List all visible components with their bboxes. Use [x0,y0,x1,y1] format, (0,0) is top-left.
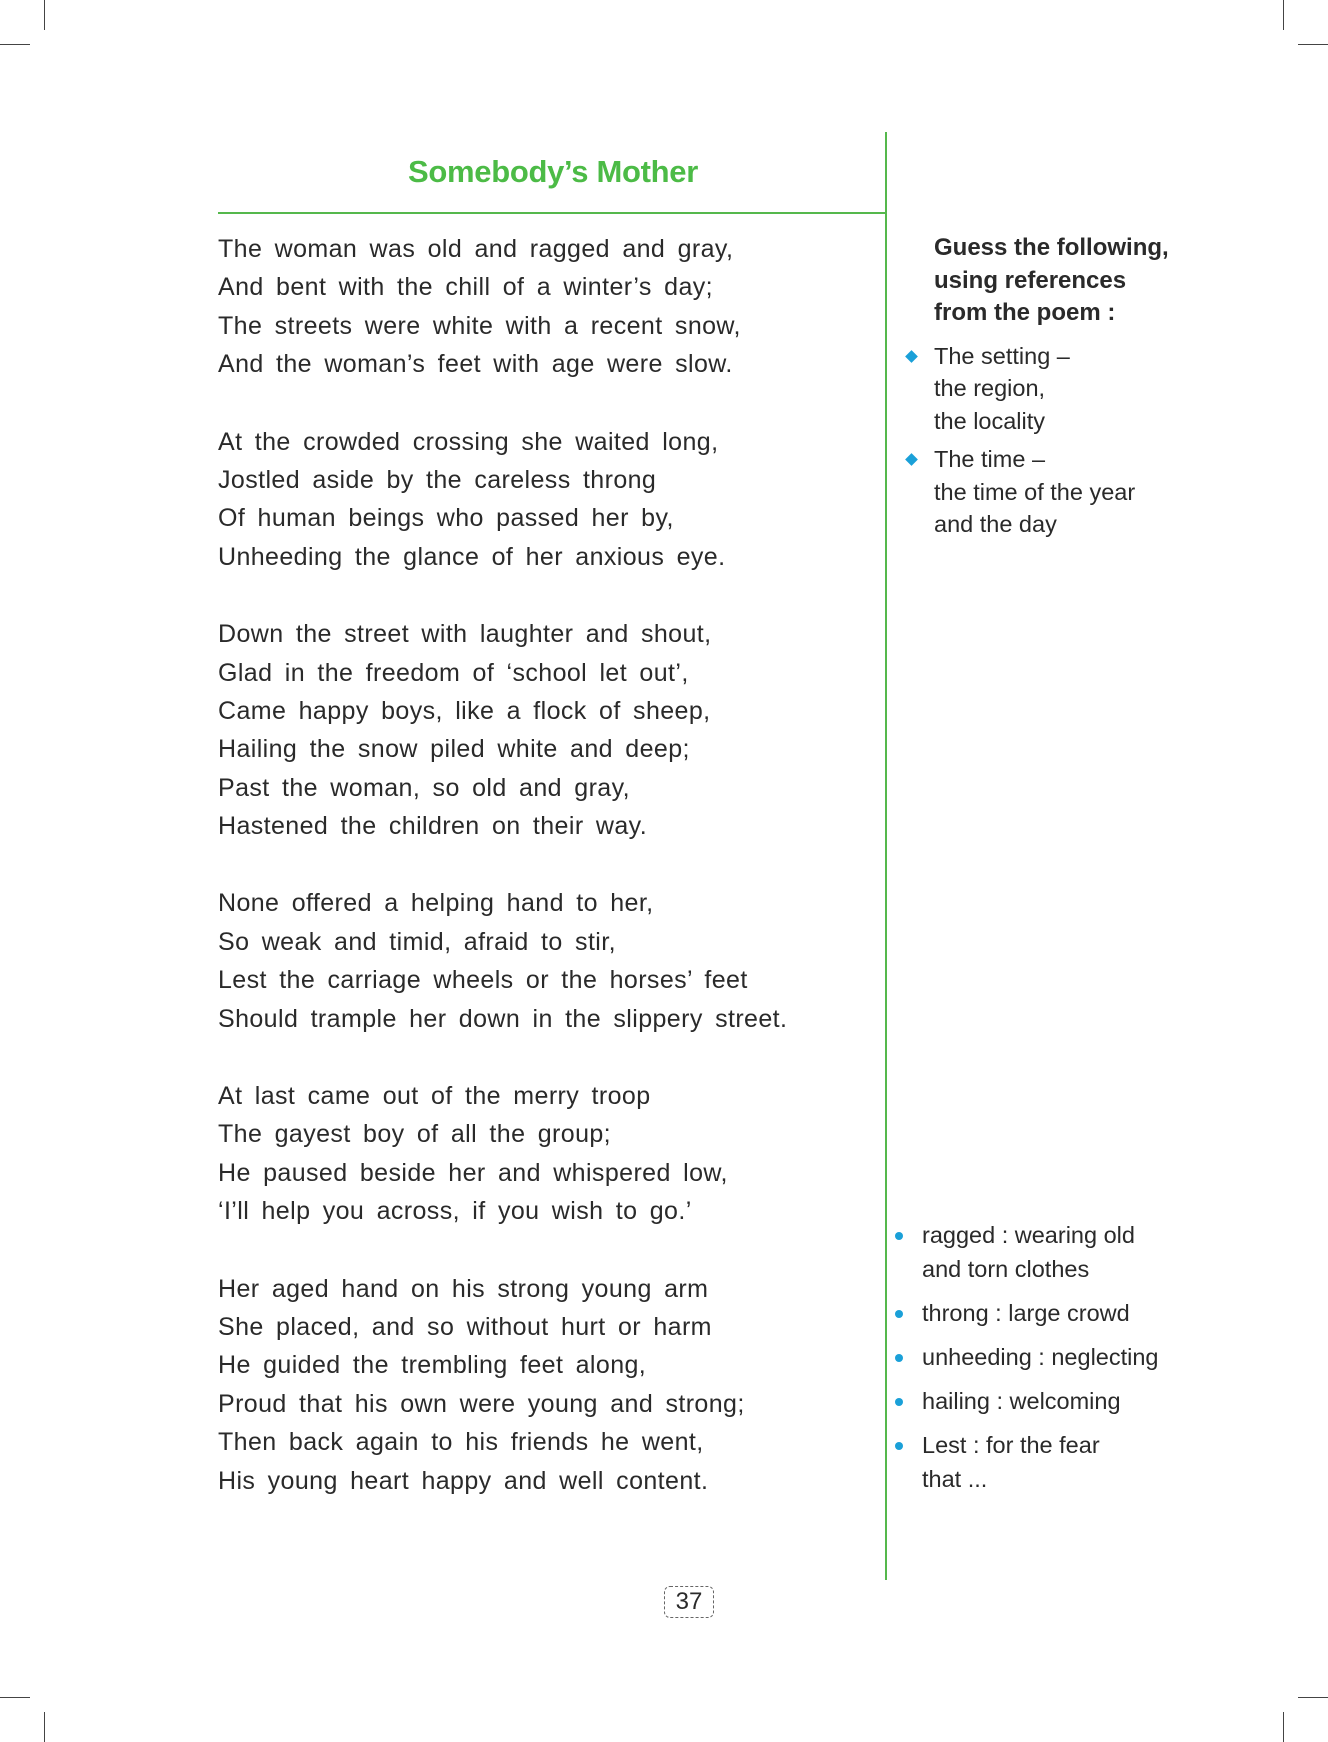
diamond-bullet-icon [905,453,918,466]
guess-heading-line: using references [934,266,1127,294]
dot-bullet-icon [895,1398,903,1406]
poem-line: Down the street with laughter and shout, [218,620,712,649]
poem-line: Should trample her down in the slippery street. [218,1004,788,1033]
crop-mark [1283,0,1284,30]
glossary-line: that ... [922,1466,988,1492]
glossary-item [922,1296,1262,1330]
guess-panel [934,232,1264,547]
guess-item-time [934,443,1264,541]
stanza [218,1077,858,1231]
glossary-line: Lest : for the fear [922,1432,1100,1458]
poem-line: She placed, and so without hurt or harm [218,1312,712,1341]
glossary-line: and torn clothes [922,1256,1090,1282]
glossary-line: hailing : welcoming [922,1388,1121,1414]
glossary-item [922,1428,1262,1496]
guess-heading [934,232,1264,330]
stanza [218,423,858,577]
glossary [922,1218,1262,1506]
stanza [218,884,858,1038]
poem-line: Her aged hand on his strong young arm [218,1274,709,1303]
crop-mark [1283,1712,1284,1742]
poem-line: Past the woman, so old and gray, [218,773,630,802]
glossary-line: unheeding : neglecting [922,1344,1159,1370]
glossary-line: ragged : wearing old [922,1222,1135,1248]
dot-bullet-icon [895,1354,903,1362]
poem-line: ‘I’ll help you across, if you wish to go.’ [218,1197,692,1226]
poem-line: The woman was old and ragged and gray, [218,235,734,263]
poem-line: And the woman’s feet with age were slow. [218,350,733,379]
crop-mark [1298,44,1328,45]
glossary-item [922,1340,1262,1374]
crop-mark [0,1697,30,1698]
dot-bullet-icon [895,1310,903,1318]
guess-item-line: The setting – [934,342,1070,369]
poem-line: At last came out of the merry troop [218,1082,651,1111]
poem-line: The gayest boy of all the group; [218,1120,612,1149]
column-divider [885,132,887,1580]
guess-heading-line: from the poem : [934,299,1116,326]
poem-line: He paused beside her and whispered low, [218,1158,728,1187]
stanza [218,615,858,845]
guess-heading-line: Guess the following, [934,234,1169,261]
poem-body [218,230,858,1539]
poem-line: Glad in the freedom of ‘school let out’, [218,658,689,687]
glossary-item [922,1384,1262,1418]
glossary-line: throng : large crowd [922,1300,1130,1326]
dot-bullet-icon [895,1442,903,1450]
page-number: 37 [664,1586,714,1618]
poem-line: Then back again to his friends he went, [218,1428,704,1457]
dot-bullet-icon [895,1232,903,1240]
stanza [218,230,858,384]
poem-line: Hastened the children on their way. [218,812,648,841]
crop-mark [44,0,45,30]
poem-line: Of human beings who passed her by, [218,504,674,533]
poem-line: None offered a helping hand to her, [218,889,654,918]
poem-line: Jostled aside by the careless throng [218,465,657,494]
page-title: Somebody’s Mother [407,154,698,189]
guess-item-line: The time – [934,446,1046,472]
crop-mark [44,1712,45,1742]
stanza [218,1270,858,1500]
poem-line: At the crowded crossing she waited long, [218,427,719,456]
poem-line: The streets were white with a recent snow, [218,311,741,340]
title-divider [218,212,886,214]
poem-line: Came happy boys, like a flock of sheep, [218,696,711,725]
guess-item-setting [934,340,1264,438]
poem-line: Lest the carriage wheels or the horses’ feet [218,966,748,995]
crop-mark [0,44,30,45]
diamond-bullet-icon [905,350,918,363]
poem-line: So weak and timid, afraid to stir, [218,927,616,956]
poem-line: Unheeding the glance of her anxious eye. [218,542,726,571]
guess-item-line: the locality [934,407,1046,434]
poem-line: And bent with the chill of a winter’s day; [218,273,714,302]
crop-mark [1298,1697,1328,1698]
poem-line: Proud that his own were young and strong; [218,1389,745,1418]
poem-line: Hailing the snow piled white and deep; [218,735,690,764]
guess-item-line: and the day [934,511,1057,537]
guess-item-line: the region, [934,375,1046,401]
guess-item-line: the time of the year [934,478,1136,505]
poem-line: He guided the trembling feet along, [218,1351,647,1380]
glossary-item [922,1218,1262,1286]
poem-line: His young heart happy and well content. [218,1466,709,1495]
